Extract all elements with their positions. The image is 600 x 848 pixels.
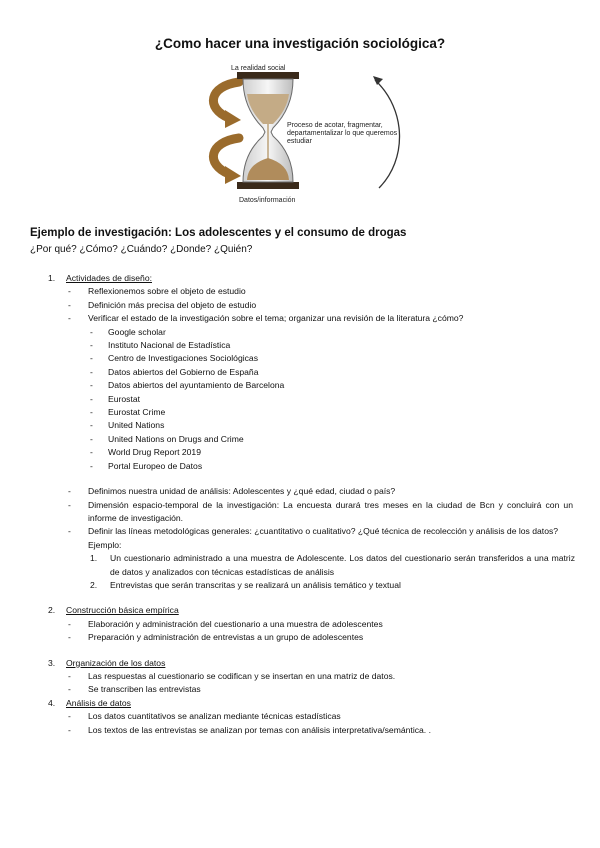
section-number: 2. [48,605,56,616]
section-number: 1. [48,273,56,283]
example-heading: Ejemplo de investigación: Los adolescentes y el consumo de drogas [30,227,407,239]
section-heading [30,697,575,710]
source-item: - United Nations [30,419,575,432]
section-title: Organización de los datos [66,657,166,668]
example-item [30,579,575,592]
figure-label-bottom: Datos/información [239,197,296,204]
source-item: - Datos abiertos del ayuntamiento de Barcelona [30,379,575,392]
source-item: - Datos abiertos del Gobierno de España [30,366,575,379]
list-item: - Definimos nuestra unidad de análisis: Adolescentes y ¿qué edad, ciudad o país? [30,485,575,498]
list-item: - Verificar el estado de la investigación sobre el tema; organizar una revisión de la literatura ¿cómo? [30,312,575,325]
figure-label-top: La realidad social [231,65,286,72]
questions-line: ¿Por qué? ¿Cómo? ¿Cuándo? ¿Donde? ¿Quién? [30,244,253,255]
source-item: - Instituto Nacional de Estadística [30,339,575,352]
section-number: 3. [48,657,56,668]
section-heading [30,604,575,617]
section-title: Construcción básica empírica [66,605,179,616]
section-list [30,618,575,645]
source-item: - Eurostat [30,393,575,406]
source-item: - Centro de Investigaciones Sociológicas [30,352,575,365]
hourglass-figure [195,60,415,210]
example-list [30,552,575,592]
example-text: Entrevistas que serán transcritas y se realizará un análisis temático y textual [110,579,401,590]
list-item: - Los datos cuantitativos se analizan mediante técnicas estadísticas [30,710,575,723]
section-list [30,285,575,325]
section-list [30,670,575,697]
source-item: - Google scholar [30,326,575,339]
list-item: - Preparación y administración de entrevistas a un grupo de adolescentes [30,631,575,644]
source-item: - World Drug Report 2019 [30,446,575,459]
page-title: ¿Como hacer una investigación sociológica? [154,36,446,51]
section-list [30,710,575,737]
figure-label-side: Proceso de acotar, fragmentar, departamentalizar lo que queremos estudiar [287,122,398,145]
example-number: 1. [90,553,98,564]
section-heading [30,657,575,670]
content-body [30,272,575,737]
section-number: 4. [48,697,56,708]
section-title: Análisis de datos [66,697,131,708]
list-item: - Dimensión espacio-temporal de la investigación: La encuesta durará tres meses en la ciudad de Bcn y concluirá con un informe de investigación. [30,499,575,526]
list-item: - Definir las líneas metodológicas generales: ¿cuantitativo o cualitativo? ¿Qué técnica de recolección y análisis de los datos? [30,525,575,538]
source-item: - United Nations on Drugs and Crime [30,433,575,446]
list-item: - Se transcriben las entrevistas [30,683,575,696]
section-heading [30,272,575,285]
example-number: 2. [90,579,98,590]
sources-list [30,326,575,473]
example-label: Ejemplo: [88,539,122,550]
list-item: - Las respuestas al cuestionario se codifican y se insertan en una matriz de datos. [30,670,575,683]
list-item: - Los textos de las entrevistas se analizan por temas con análisis interpretativa/semántica. . [30,724,575,737]
list-item: - Reflexionemos sobre el objeto de estudio [30,285,575,298]
section-title: Actividades de diseño: [66,273,152,283]
example-item [30,552,575,579]
source-item: - Eurostat Crime [30,406,575,419]
source-item: - Portal Europeo de Datos [30,460,575,473]
list-item: - Elaboración y administración del cuestionario a una muestra de adolescentes [30,618,575,631]
list-item: - Definición más precisa del objeto de estudio [30,299,575,312]
section-list [30,485,575,539]
example-text: Un cuestionario administrado a una muestra de Adolescente. Los datos del cuestionario serán transferidos a una matriz de datos y analizados con técnicas estadísticas de análisis [110,553,575,577]
